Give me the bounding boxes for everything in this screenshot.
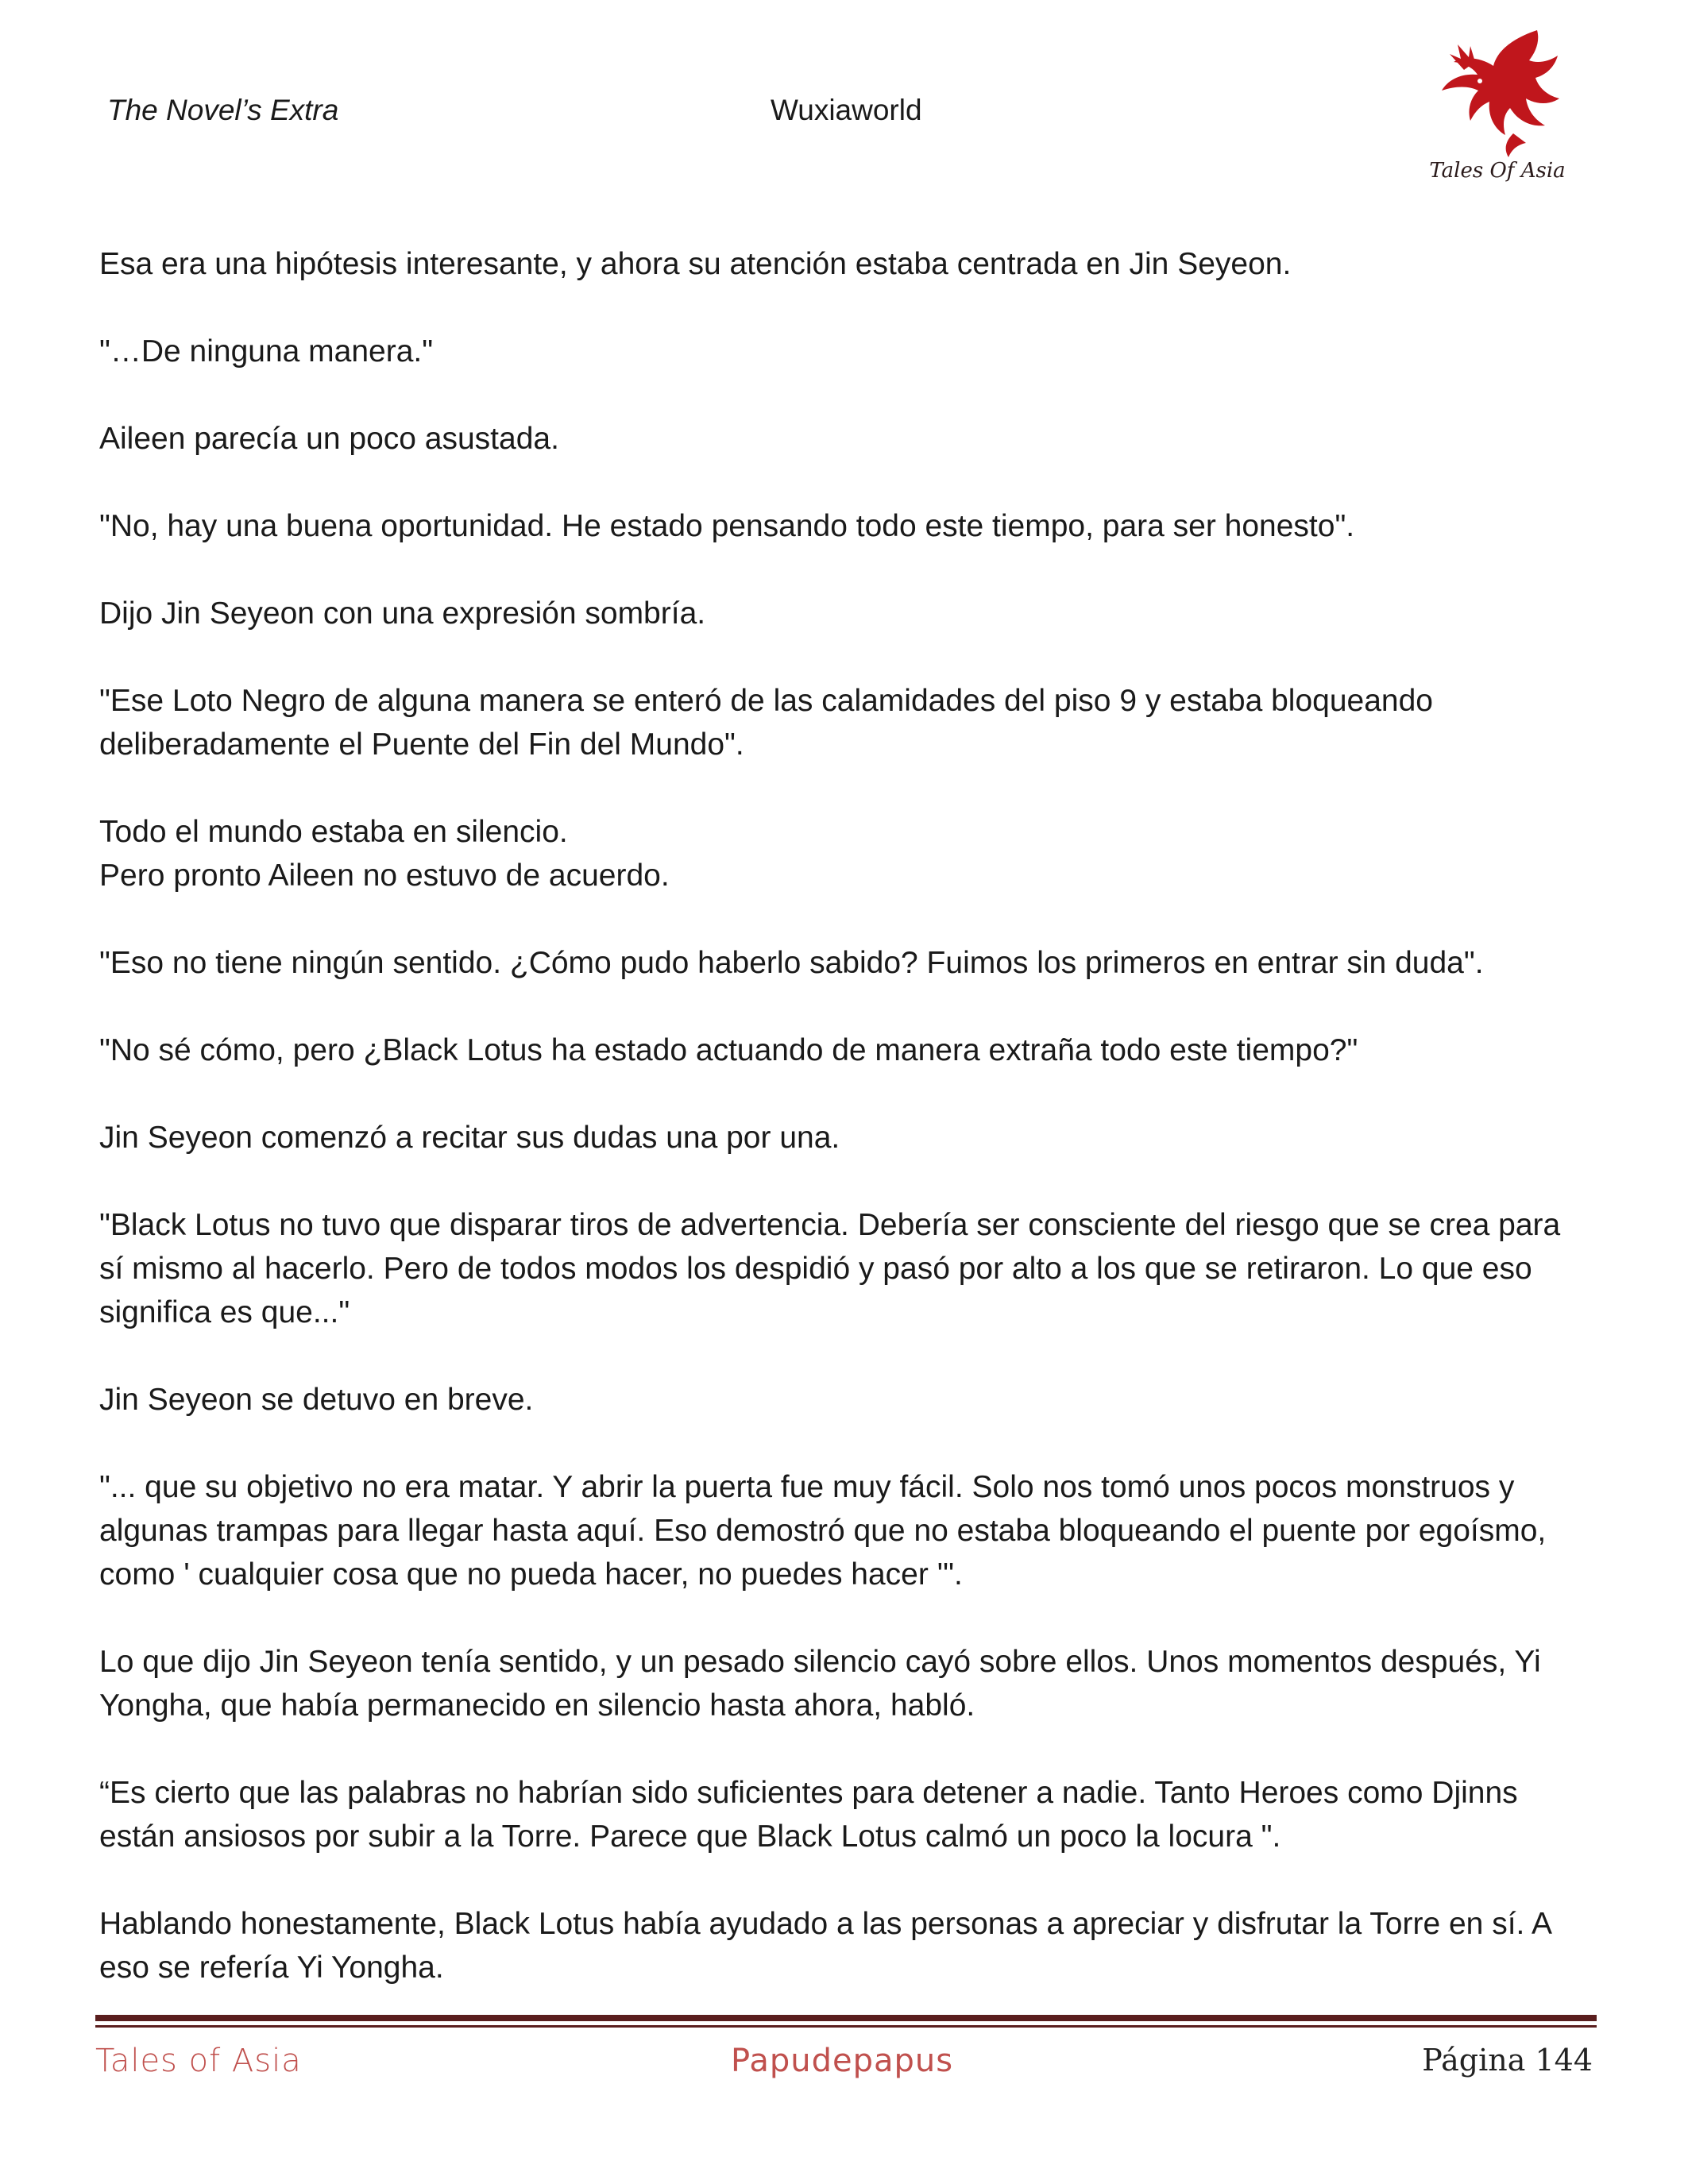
paragraph: Aileen parecía un poco asustada. bbox=[99, 422, 559, 456]
logo-caption: Tales Of Asia bbox=[1429, 159, 1566, 183]
header-book-title: The Novel’s Extra bbox=[107, 94, 339, 126]
footer-page-number: Página 144 bbox=[1422, 2043, 1593, 2078]
paragraph: "Eso no tiene ningún sentido. ¿Cómo pudo haberlo sabido? Fuimos los primeros en entrar sin duda". bbox=[99, 946, 1484, 980]
chapter-body bbox=[99, 242, 1593, 2033]
paragraph: Esa era una hipótesis interesante, y ahora su atención estaba centrada en Jin Seyeon. bbox=[99, 247, 1292, 281]
dragon-logo-icon bbox=[1418, 22, 1577, 189]
paragraph: Jin Seyeon comenzó a recitar sus dudas una por una. bbox=[99, 1121, 840, 1155]
paragraph: Hablando honestamente, Black Lotus había ayudado a las personas a apreciar y disfrutar la Torre en sí. A eso se refería Yi Yongha. bbox=[99, 1907, 1551, 1985]
paragraph: "No sé cómo, pero ¿Black Lotus ha estado actuando de manera extraña todo este tiempo?" bbox=[99, 1033, 1358, 1067]
paragraph: “Es cierto que las palabras no habrían sido suficientes para detener a nadie. Tanto Heroes como Djinns están ansiosos por subir a la Torre. Parece que Black Lotus calmó un poco la locura ". bbox=[99, 1776, 1518, 1854]
paragraph: "No, hay una buena oportunidad. He estado pensando todo este tiempo, para ser honesto". bbox=[99, 509, 1355, 543]
footer-rule-thin bbox=[95, 2025, 1597, 2028]
paragraph: Todo el mundo estaba en silencio. Pero pronto Aileen no estuvo de acuerdo. bbox=[99, 815, 670, 893]
paragraph: Jin Seyeon se detuvo en breve. bbox=[99, 1383, 534, 1417]
paragraph: Dijo Jin Seyeon con una expresión sombría. bbox=[99, 596, 706, 631]
footer-publisher: Tales of Asia bbox=[95, 2043, 302, 2079]
paragraph: Lo que dijo Jin Seyeon tenía sentido, y un pesado silencio cayó sobre ellos. Unos momentos después, Yi Yongha, que había permanecido en silencio hasta ahora, habló. bbox=[99, 1645, 1541, 1723]
paragraph: "... que su objetivo no era matar. Y abrir la puerta fue muy fácil. Solo nos tomó unos pocos monstruos y algunas trampas para llegar hasta aquí. Eso demostró que no estaba bloqueando el puente por egoísmo, como ' cualquier cosa que no pueda hacer, no puedes hacer '". bbox=[99, 1470, 1547, 1592]
paragraph: "Ese Loto Negro de alguna manera se enteró de las calamidades del piso 9 y estaba bloqueando deliberadamente el Puente del Fin del Mundo". bbox=[99, 684, 1433, 762]
footer-translator: Papudepapus bbox=[731, 2043, 954, 2079]
footer-rule-thick bbox=[95, 2015, 1597, 2021]
paragraph: "Black Lotus no tuvo que disparar tiros de advertencia. Debería ser consciente del riesgo que se crea para sí mismo al hacerlo. Pero de todos modos los despidió y pasó por alto a los que se retiraron. Lo que eso significa es que..." bbox=[99, 1208, 1561, 1329]
paragraph: "…De ninguna manera." bbox=[99, 334, 434, 369]
header-site-name: Wuxiaworld bbox=[771, 94, 922, 126]
